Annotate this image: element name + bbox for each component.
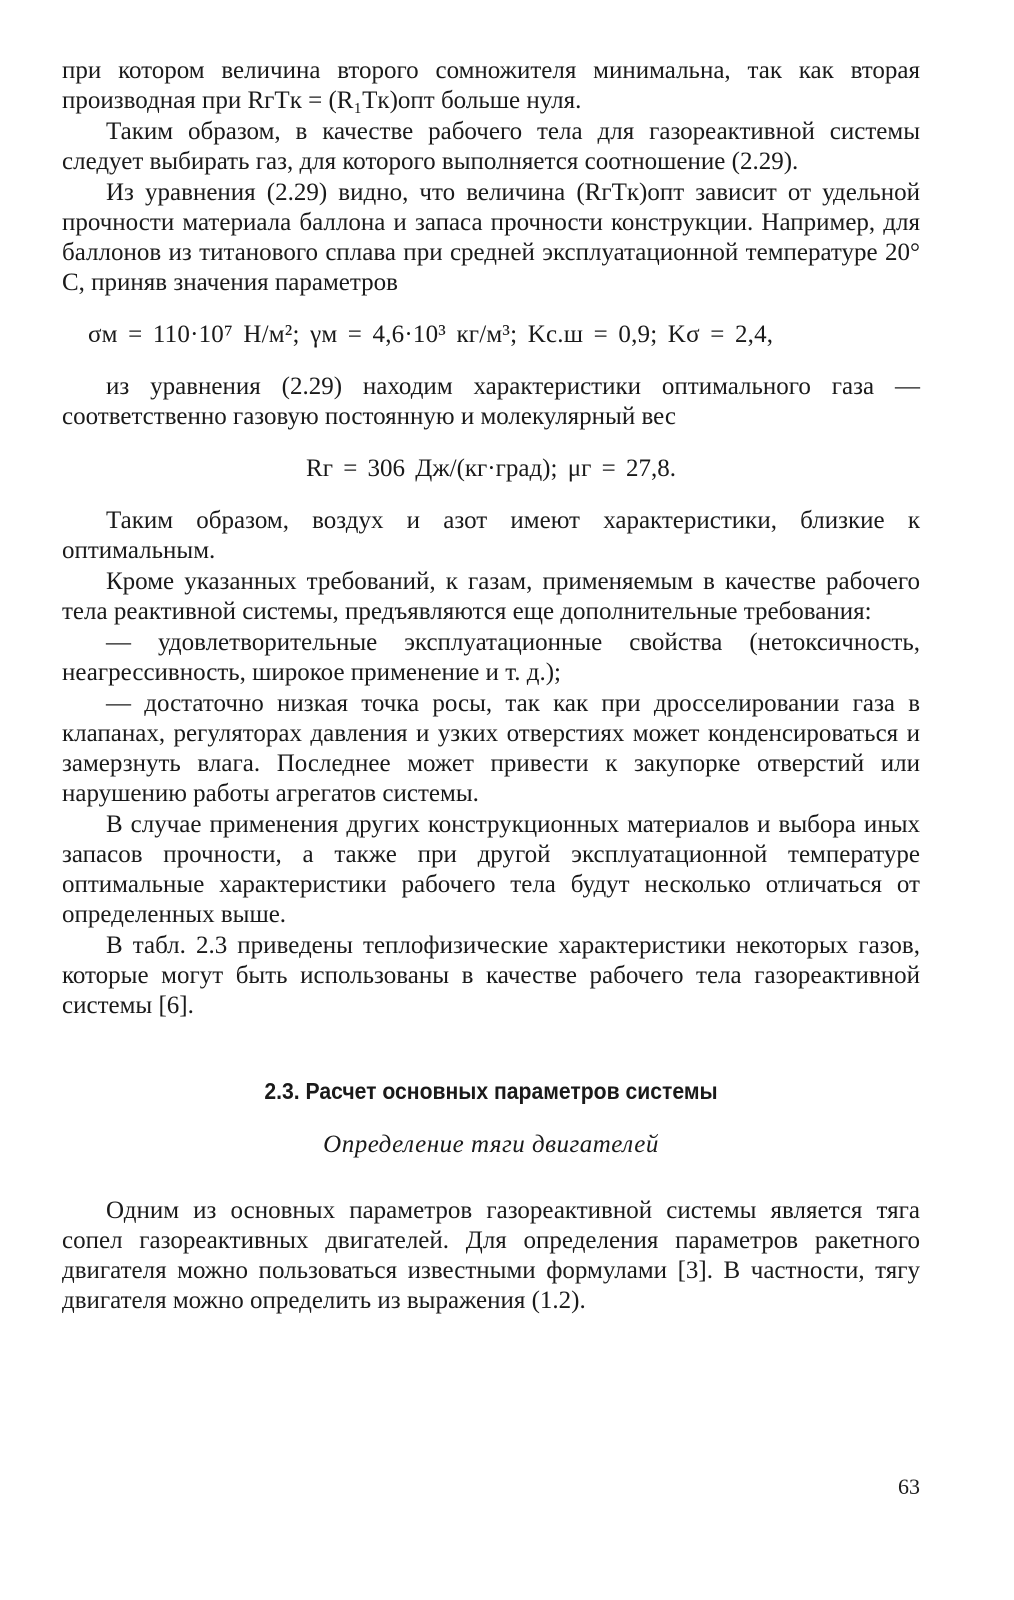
paragraph-table-reference: В табл. 2.3 приведены теплофизические характеристики некоторых газов, которые могут быть использованы в качестве рабочего тела газореактивной системы [6]. — [62, 932, 920, 1019]
list-item-operational-properties: — удовлетворительные эксплуатационные свойства (нетоксичность, неагрессивность, широкое применение и т. д.); — [62, 629, 920, 686]
paragraph-continuation: при котором величина второго сомножителя минимальна, так как вторая производная при RгTк = (R₁Tк)опт больше нуля. — [62, 57, 920, 114]
paragraph-other-materials: В случае применения других конструкционных материалов и выбора иных запасов прочности, а также при другой эксплуатационной температуре оптимальные характеристики рабочего тела будут несколько отличаться от определенных выше. — [62, 811, 920, 928]
page-number: 63 — [898, 1474, 920, 1499]
book-page — [62, 56, 920, 1317]
paragraph-optimal-gas: из уравнения (2.29) находим характеристики оптимального газа — соответственно газовую постоянную и молекулярный вес — [62, 373, 920, 430]
formula-material-parameters: σм = 110·10⁷ Н/м²; γм = 4,6·10³ кг/м³; Kс.ш = 0,9; Kσ = 2,4, — [88, 321, 774, 348]
paragraph-air-nitrogen: Таким образом, воздух и азот имеют характеристики, близкие к оптимальным. — [62, 507, 920, 564]
paragraph-thrust: Одним из основных параметров газореактивной системы является тяга сопел газореактивных двигателей. Для определения параметров ракетного двигателя можно пользоваться известными формулами [3]. В частности, тягу двигателя можно определить из выражения (1.2). — [62, 1197, 920, 1314]
section-heading: 2.3. Расчет основных параметров системы — [264, 1078, 718, 1104]
paragraph-gas-choice: Таким образом, в качестве рабочего тела для газореактивной системы следует выбирать газ, для которого выполняется соотношение (2.29). — [62, 118, 920, 175]
list-item-dew-point: — достаточно низкая точка росы, так как при дросселировании газа в клапанах, регуляторах давления и узких отверстиях может конденсироваться и замерзнуть влага. Последнее может привести к закупорке отверстий или нарушению работы агрегатов системы. — [62, 690, 920, 807]
paragraph-additional-requirements: Кроме указанных требований, к газам, применяемым в качестве рабочего тела реактивной системы, предъявляются еще дополнительные требования: — [62, 568, 920, 625]
subsection-heading: Определение тяги двигателей — [323, 1131, 659, 1158]
formula-gas-constant: Rг = 306 Дж/(кг·град); μг = 27,8. — [306, 455, 676, 482]
paragraph-equation-dependence: Из уравнения (2.29) видно, что величина (RгTк)опт зависит от удельной прочности материала баллона и запаса прочности конструкции. Например, для баллонов из титанового сплава при средней эксплуатационной температуре 20° С, приняв значения параметров — [62, 179, 920, 296]
